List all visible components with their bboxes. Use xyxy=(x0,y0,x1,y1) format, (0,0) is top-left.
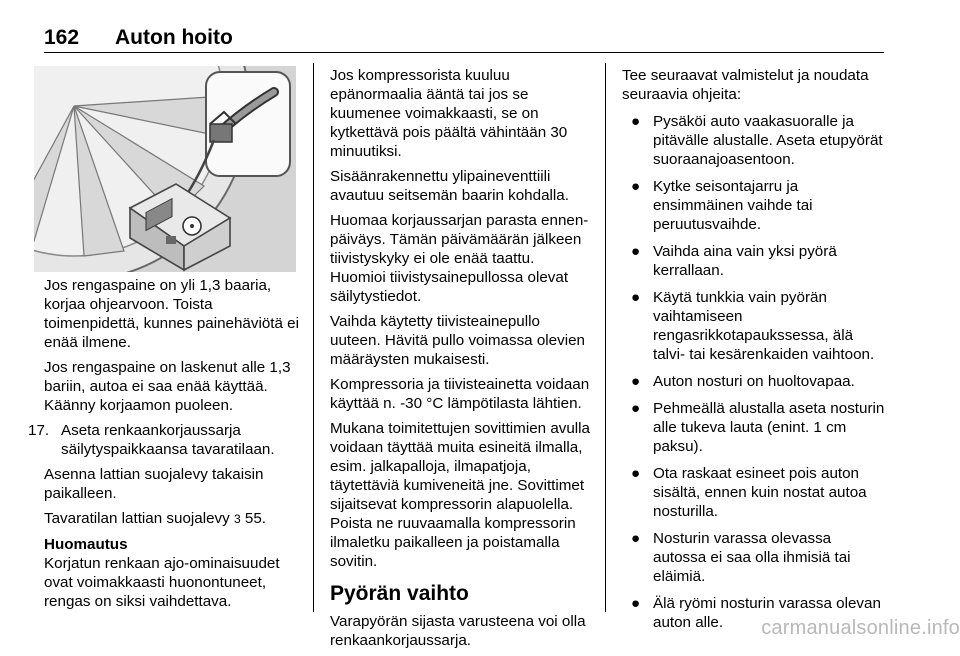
list-item: ● Auton nosturi on huoltovapaa. xyxy=(631,373,855,390)
list-item: ● Älä ryömi nosturin varassa olevan auton alle. xyxy=(631,595,881,631)
note-heading: Huomautus xyxy=(44,536,128,553)
paragraph: Vaihda käytetty tiivisteainepullo uuteen. Hävitä pullo voimassa olevien määräysten mukaisesti. xyxy=(330,313,585,368)
step-17-text: Aseta renkaankorjaussarja säilytyspaikkaansa tavaratilaan. xyxy=(61,422,275,458)
column-divider xyxy=(605,63,606,612)
bullet-icon: ● xyxy=(631,178,641,195)
section-intro: Varapyörän sijasta varusteena voi olla renkaankorjaussarja. xyxy=(330,613,586,649)
bullet-icon: ● xyxy=(631,530,641,547)
watermark: carmanualsonline.info xyxy=(761,617,960,639)
paragraph: Jos kompressorista kuuluu epänormaalia ääntä tai jos se kuumenee voimakkaasti, se on kytkettävä pois päältä vähintään 30 minuutiksi. xyxy=(330,67,568,160)
bullet-icon: ● xyxy=(631,465,641,482)
tire-compressor-drawing xyxy=(34,66,296,272)
paragraph: Kompressoria ja tiivisteainetta voidaan käyttää n. -30 °C lämpötilasta lähtien. xyxy=(330,376,590,412)
step-17-item xyxy=(28,421,306,459)
bullet-icon: ● xyxy=(631,113,641,130)
section-heading: Pyörän vaihto xyxy=(330,582,469,605)
list-item: ● Pehmeällä alustalla aseta nosturin alle tukeva lauta (enint. 1 cm paksu). xyxy=(631,400,885,455)
list-item: ● Ota raskaat esineet pois auton sisältä, ennen kuin nostat autoa nosturilla. xyxy=(631,465,867,520)
step-17-extra: Asenna lattian suojalevy takaisin paikalleen. xyxy=(44,466,264,502)
header-divider xyxy=(44,52,884,53)
reference-text: Tavaratilan lattian suojalevy xyxy=(44,510,230,527)
bullet-icon: ● xyxy=(631,400,641,417)
step-number: 17. xyxy=(28,422,50,439)
note-text: Korjatun renkaan ajo-ominaisuudet ovat voimakkaasti huonontuneet, rengas on siksi vaihdettava. xyxy=(44,555,280,610)
bullet-icon: ● xyxy=(631,289,641,306)
list-intro: Tee seuraavat valmistelut ja noudata seuraavia ohjeita: xyxy=(622,67,869,103)
page-title: Auton hoito xyxy=(115,26,233,49)
list-item: ● Kytke seisontajarru ja ensimmäinen vaihde tai peruutusvaihde. xyxy=(631,178,813,233)
column-divider xyxy=(313,63,314,612)
column-3 xyxy=(622,66,886,640)
bullet-icon: ● xyxy=(631,595,641,612)
paragraph: Huomaa korjaussarjan parasta ennen-päiväys. Tämän päivämäärän jälkeen tiivistyskyky ei ole enää taattu. Huomioi tiivistysainepullossa olevat säilytystiedot. xyxy=(330,212,589,305)
list-item: ● Nosturin varassa olevassa autossa ei saa olla ihmisiä tai eläimiä. xyxy=(631,530,851,585)
page-reference-arrow-icon: 3 xyxy=(233,512,241,526)
page-header xyxy=(0,0,960,52)
step-17-reference xyxy=(44,509,306,529)
step-continuation-paragraph: Jos rengaspaine on yli 1,3 baaria, korjaa ohjearvoon. Toista toimenpidettä, kunnes painehäviötä ei enää ilmene. xyxy=(44,277,299,351)
bullet-icon: ● xyxy=(631,373,641,390)
paragraph: Mukana toimitettujen sovittimien avulla voidaan täyttää muita esineitä ilmalla, esim. jalkapalloja, ilmapatjoja, täytettäviä kumiveneitä jne. Sovittimet sijaitsevat kompressorin alapuolella. Poista ne ruuvaamalla kompressorin ilmaletku paikalleen ja poistamalla sovitin. xyxy=(330,420,590,570)
list-item: ● Pysäköi auto vaakasuoralle ja pitävälle alustalle. Aseta etupyörät suoraanajoasentoon. xyxy=(631,113,883,168)
page-number: 162 xyxy=(44,26,80,49)
list-item: ● Vaihda aina vain yksi pyörä kerrallaan. xyxy=(631,243,837,279)
paragraph: Sisäänrakennettu ylipaineventtiili avautuu seitsemän baarin kohdalla. xyxy=(330,168,569,204)
bullet-icon: ● xyxy=(631,243,641,260)
column-2 xyxy=(330,66,592,656)
step-continuation-paragraph: Jos rengaspaine on laskenut alle 1,3 bariin, autoa ei saa enää käyttää. Käänny korjaamon puoleen. xyxy=(44,359,291,414)
column-1 xyxy=(28,276,306,617)
tire-compressor-illustration xyxy=(34,66,296,272)
reference-page: 55. xyxy=(240,510,266,527)
list-item: ● Käytä tunkkia vain pyörän vaihtamiseen rengasrikkotapaukssessa, älä talvi- tai kesärenkaiden vaihtoon. xyxy=(631,289,875,363)
